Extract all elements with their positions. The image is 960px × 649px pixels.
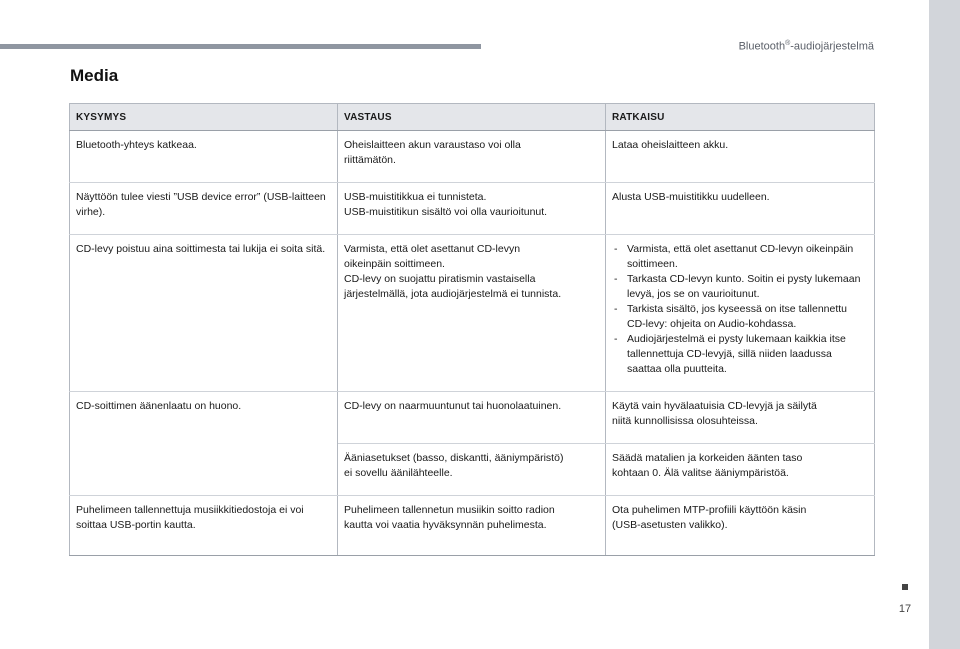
table-row — [70, 235, 875, 392]
registered-mark: ® — [785, 40, 791, 47]
running-head — [739, 40, 874, 53]
question-cell: CD-soittimen äänenlaatu on huono. — [70, 392, 338, 444]
answer-line: riittämätön. — [344, 154, 396, 166]
solution-cell — [606, 444, 875, 496]
solution-cell — [606, 131, 875, 183]
solution-line: niitä kunnollisissa olosuhteissa. — [612, 415, 758, 427]
running-head-rest: -audiojärjestelmä — [790, 40, 874, 53]
solution-list-item: - Varmista, että olet asettanut CD-levyn oikeinpäin soittimeen. — [612, 242, 868, 272]
solution-cell — [606, 235, 875, 392]
answer-cell — [338, 392, 606, 444]
page-title: Media — [70, 66, 119, 85]
answer-line: USB-muistitikkua ei tunnisteta. — [344, 191, 487, 203]
answer-line: Varmista, että olet asettanut CD-levyn — [344, 243, 521, 255]
answer-line: Puhelimeen tallennetun musiikin soitto radion — [344, 504, 555, 516]
table-row — [70, 392, 875, 444]
page-number: 17 — [898, 603, 912, 615]
solution-cell — [606, 496, 875, 556]
answer-line: järjestelmällä, jota audiojärjestelmä ei tunnista. — [344, 288, 562, 300]
question-cell: Näyttöön tulee viesti ”USB device error” (USB-laitteen virhe). — [70, 183, 338, 235]
end-of-section-mark — [902, 584, 908, 590]
answer-cell — [338, 444, 606, 496]
answer-line: Oheislaitteen akun varaustaso voi olla — [344, 139, 521, 151]
question-cell — [70, 444, 338, 496]
solution-cell — [606, 183, 875, 235]
table-row — [70, 183, 875, 235]
solution-list-item: - Tarkista sisältö, jos kyseessä on itse tallennettu CD-levy: ohjeita on Audio-kohdassa. — [612, 302, 868, 332]
question-cell: Bluetooth-yhteys katkeaa. — [70, 131, 338, 183]
troubleshooting-table — [69, 103, 875, 556]
answer-line: Ääniasetukset (basso, diskantti, ääniympäristö) — [344, 452, 564, 464]
solution-cell — [606, 392, 875, 444]
table-row — [70, 496, 875, 556]
top-rule — [0, 44, 481, 49]
column-header-answer: VASTAUS — [338, 104, 606, 131]
answer-cell — [338, 235, 606, 392]
answer-cell — [338, 131, 606, 183]
answer-line: oikeinpäin soittimeen. — [344, 258, 445, 270]
solution-line: (USB-asetusten valikko). — [612, 519, 728, 531]
solution-line: kohtaan 0. Älä valitse ääniympäristöä. — [612, 467, 789, 479]
table-header-row — [70, 104, 875, 131]
solution-line: Säädä matalien ja korkeiden äänten taso — [612, 452, 803, 464]
answer-line: CD-levy on naarmuuntunut tai huonolaatuinen. — [344, 400, 562, 412]
solution-line: Ota puhelimen MTP-profiili käyttöön käsin — [612, 504, 807, 516]
running-head-main: Bluetooth — [738, 40, 786, 53]
solution-list-item: - Audiojärjestelmä ei pysty lukemaan kaikkia itse tallennettuja CD-levyjä, sillä niiden laadussa saattaa olla puutteita. — [612, 332, 868, 377]
solution-line: Käytä vain hyvälaatuisia CD-levyjä ja säilytä — [612, 400, 817, 412]
answer-line: USB-muistitikun sisältö voi olla vaurioitunut. — [344, 206, 548, 218]
solution-list — [612, 242, 868, 377]
solution-line: Lataa oheislaitteen akku. — [612, 139, 729, 151]
answer-cell — [338, 496, 606, 556]
column-header-question: KYSYMYS — [70, 104, 338, 131]
table-row — [70, 444, 875, 496]
question-cell: CD-levy poistuu aina soittimesta tai lukija ei soita sitä. — [70, 235, 338, 392]
side-strip — [929, 0, 960, 649]
table-row — [70, 131, 875, 183]
answer-line: ei sovellu äänilähteelle. — [344, 467, 453, 479]
solution-list-item: - Tarkasta CD-levyn kunto. Soitin ei pysty lukemaan levyä, jos se on vaurioitunut. — [612, 272, 868, 302]
answer-line: kautta voi vaatia hyväksynnän puhelimesta. — [344, 519, 547, 531]
solution-line: Alusta USB-muistitikku uudelleen. — [612, 191, 770, 203]
column-header-solution: RATKAISU — [606, 104, 875, 131]
question-cell: Puhelimeen tallennettuja musiikkitiedostoja ei voi soittaa USB-portin kautta. — [70, 496, 338, 556]
answer-cell — [338, 183, 606, 235]
answer-line: CD-levy on suojattu piratismin vastaisella — [344, 273, 536, 285]
